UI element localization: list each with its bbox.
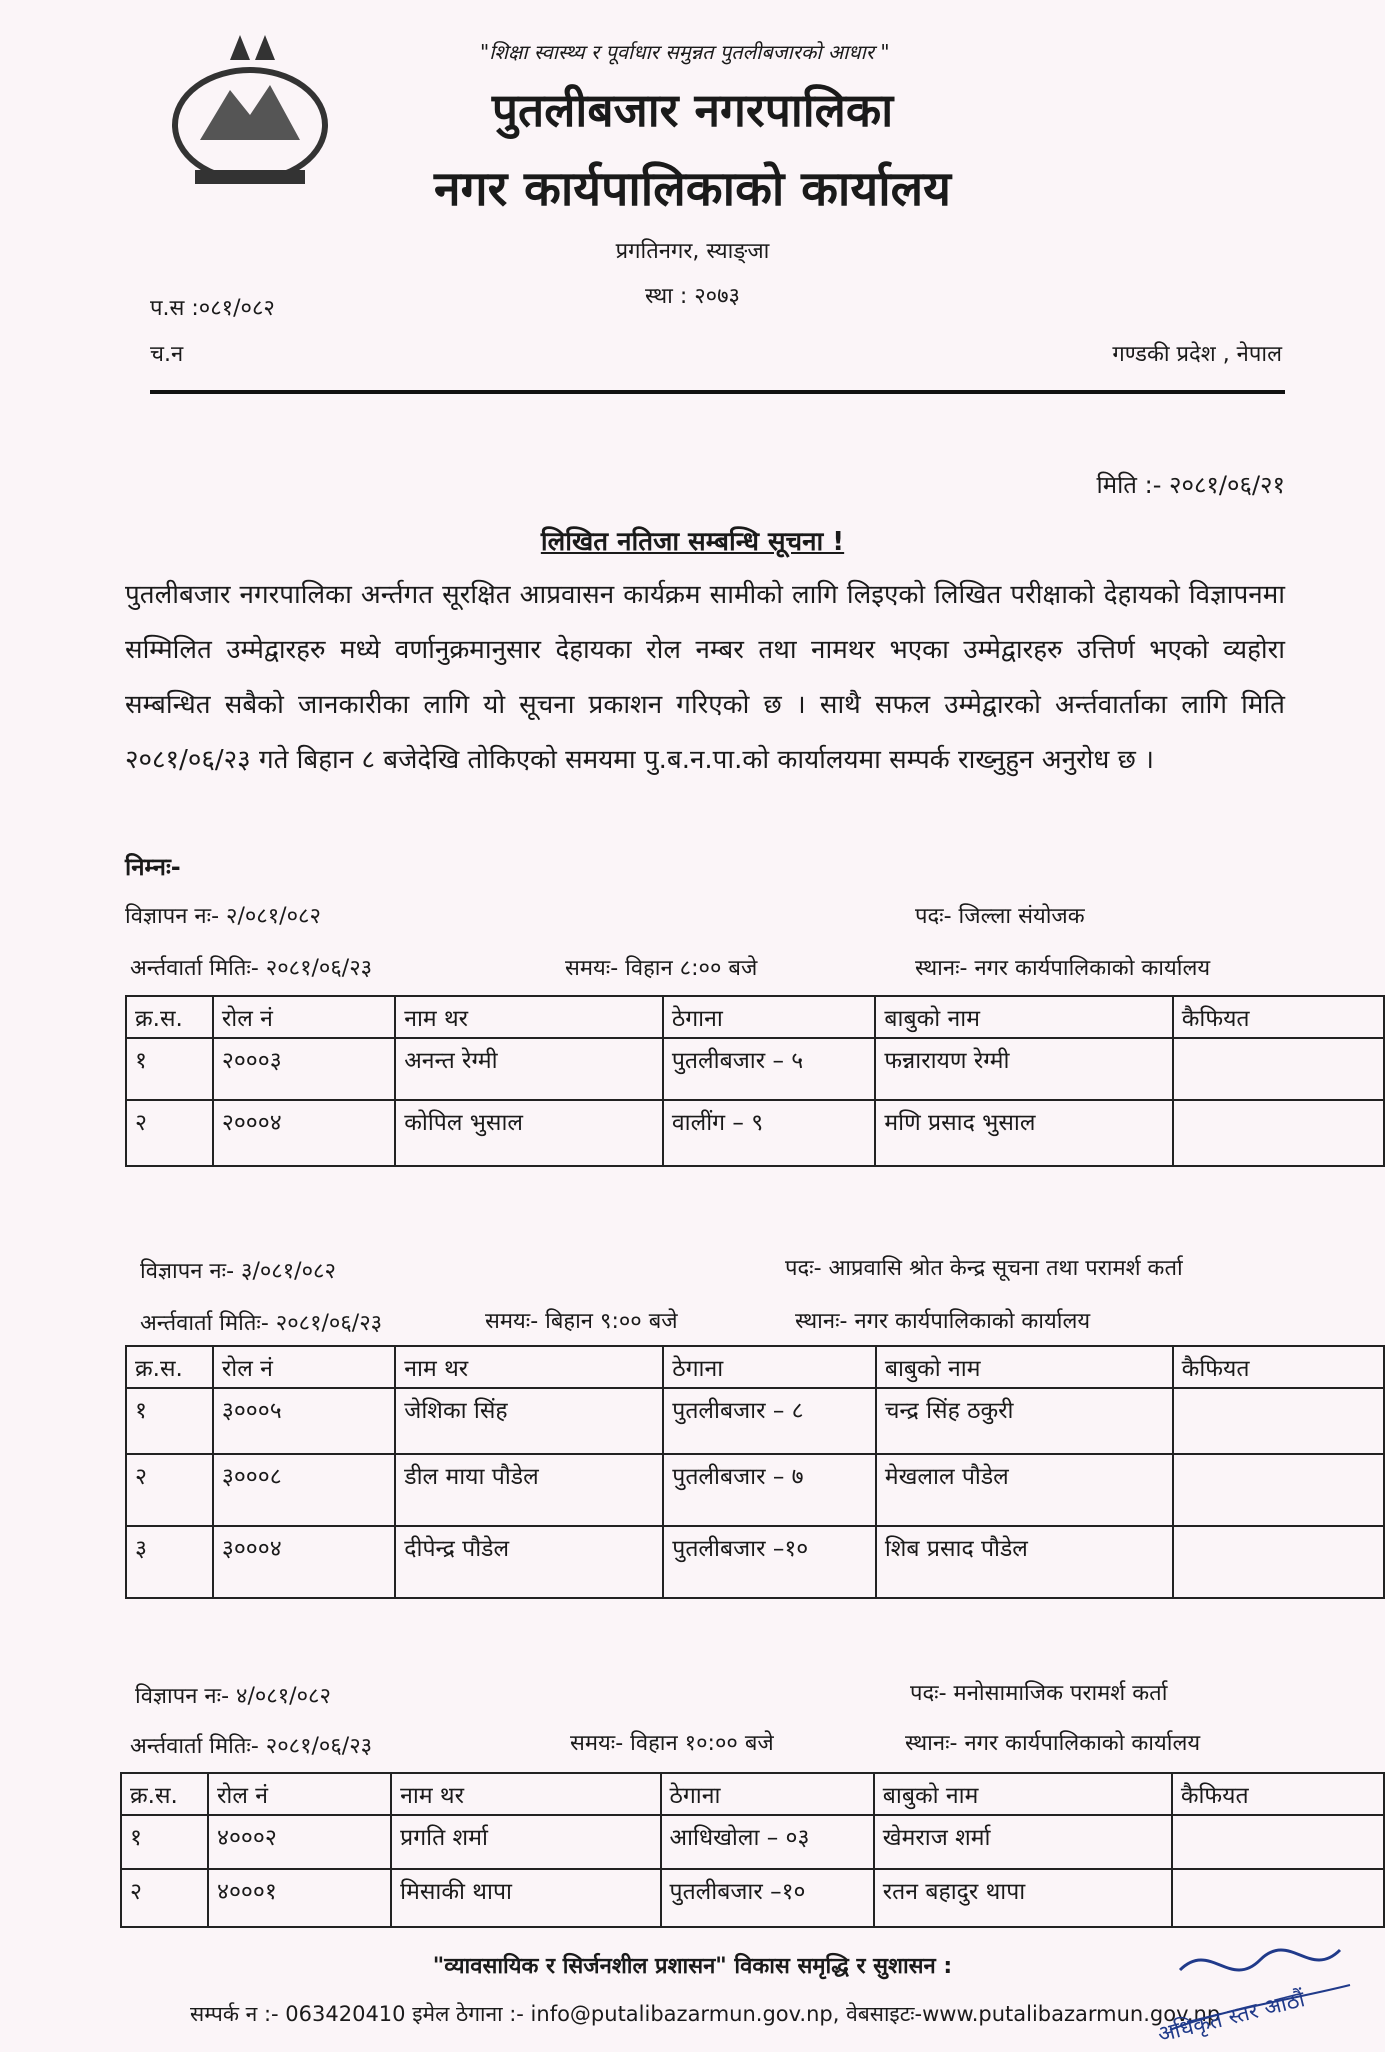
interview-date: अर्न्तवार्ता मितिः- २०८१/०६/२३: [130, 1734, 373, 1759]
interview-date: अर्न्तवार्ता मितिः- २०८१/०६/२३: [130, 956, 373, 981]
interview-venue: स्थानः- नगर कार्यपालिकाको कार्यालय: [795, 1309, 1091, 1334]
col-header: नाम थर: [391, 1773, 660, 1815]
table-cell: [1173, 1454, 1384, 1526]
table-header-row: [121, 1773, 1384, 1815]
table-cell: पुतलीबजार – ५: [663, 1038, 876, 1100]
col-header: कैफियत: [1172, 1773, 1384, 1815]
table-cell: १: [126, 1388, 213, 1454]
following-label: निम्नः-: [125, 853, 181, 881]
ad-number: विज्ञापन नः- २/०८१/०८२: [125, 904, 321, 929]
table-cell: पुतलीबजार – ८: [663, 1388, 876, 1454]
signature-text: अधिकृत स्तर आठौं: [1155, 1987, 1308, 2048]
table-cell: रतन बहादुर थापा: [874, 1869, 1172, 1927]
table-cell: ४०००२: [208, 1815, 391, 1869]
interview-time: समयः- विहान ८:०० बजे: [565, 956, 758, 981]
table-cell: [1173, 1388, 1384, 1454]
post-name: पदः- मनोसामाजिक परामर्श कर्ता: [910, 1681, 1168, 1706]
table-cell: २०००४: [213, 1100, 395, 1166]
col-header: ठेगाना: [663, 1346, 876, 1388]
header-divider: [150, 390, 1285, 394]
table-row: [126, 1526, 1384, 1598]
table-cell: डील माया पौडेल: [395, 1454, 663, 1526]
interview-time: समयः- विहान १०:०० बजे: [570, 1731, 774, 1756]
office-address: प्रगतिनगर, स्याङ्जा: [615, 239, 770, 264]
dispatch-number: च.न: [150, 342, 184, 367]
table-cell: पुतलीबजार –१०: [663, 1526, 876, 1598]
slogan: "शिक्षा स्वास्थ्य र पूर्वाधार समुन्नत पुतलीबजारको आधार ": [480, 40, 890, 64]
table-cell: १: [126, 1038, 213, 1100]
interview-venue: स्थानः- नगर कार्यपालिकाको कार्यालय: [915, 956, 1211, 981]
col-header: रोल नं: [208, 1773, 391, 1815]
col-header: बाबुको नाम: [875, 996, 1172, 1038]
table-cell: दीपेन्द्र पौडेल: [395, 1526, 663, 1598]
table-cell: [1172, 1869, 1384, 1927]
post-name: पदः- जिल्ला संयोजक: [915, 904, 1085, 929]
col-header: बाबुको नाम: [874, 1773, 1172, 1815]
col-header: कैफियत: [1173, 1346, 1384, 1388]
reference-number: प.स :०८१/०८२: [150, 296, 275, 321]
table-cell: [1173, 1100, 1384, 1166]
notice-heading: लिखित नतिजा सम्बन्धि सूचना !: [540, 527, 845, 557]
table-header-row: [126, 996, 1384, 1038]
col-header: रोल नं: [213, 996, 395, 1038]
col-header: ठेगाना: [663, 996, 876, 1038]
signature-stamp: [1150, 1930, 1360, 2048]
established-year: स्था : २०७३: [644, 284, 741, 309]
col-header: नाम थर: [395, 996, 663, 1038]
table-cell: खेमराज शर्मा: [874, 1815, 1172, 1869]
ad-number: विज्ञापन नः- ४/०८१/०८२: [135, 1684, 331, 1709]
table-row: [126, 1388, 1384, 1454]
table-cell: मिसाकी थापा: [391, 1869, 660, 1927]
table-cell: ३०००५: [213, 1388, 395, 1454]
interview-date: अर्न्तवार्ता मितिः- २०८१/०६/२३: [140, 1311, 383, 1336]
office-subtitle: नगर कार्यपालिकाको कार्यालय: [433, 161, 952, 217]
col-header: क्र.स.: [121, 1773, 208, 1815]
col-header: नाम थर: [395, 1346, 663, 1388]
table-cell: पुतलीबजार – ७: [663, 1454, 876, 1526]
table-cell: १: [121, 1815, 208, 1869]
table-cell: २: [126, 1100, 213, 1166]
notice-date: मिति :- २०८१/०६/२१: [1096, 471, 1285, 499]
post-name: पदः- आप्रवासि श्रोत केन्द्र सूचना तथा परामर्श कर्ता: [785, 1256, 1183, 1281]
table-cell: जेशिका सिंह: [395, 1388, 663, 1454]
table-cell: २: [121, 1869, 208, 1927]
footer-contact: सम्पर्क न :- 063420410 इमेल ठेगाना :- info@putalibazarmun.gov.np, वेबसाइटः-www.putalibazarmun.gov.np: [190, 2002, 1221, 2026]
table-row: [121, 1815, 1384, 1869]
table-row: [126, 1038, 1384, 1100]
col-header: कैफियत: [1173, 996, 1384, 1038]
interview-time: समयः- बिहान ९:०० बजे: [485, 1309, 678, 1334]
table-cell: [1172, 1815, 1384, 1869]
interview-venue: स्थानः- नगर कार्यपालिकाको कार्यालय: [905, 1731, 1201, 1756]
col-header: क्र.स.: [126, 1346, 213, 1388]
table-cell: ३०००४: [213, 1526, 395, 1598]
table-row: [126, 1454, 1384, 1526]
table-row: [126, 1100, 1384, 1166]
col-header: बाबुको नाम: [876, 1346, 1173, 1388]
table-cell: प्रगति शर्मा: [391, 1815, 660, 1869]
table-cell: २०००३: [213, 1038, 395, 1100]
table-header-row: [126, 1346, 1384, 1388]
ad-number: विज्ञापन नः- ३/०८१/०८२: [140, 1259, 336, 1284]
province: गण्डकी प्रदेश , नेपाल: [1112, 342, 1282, 367]
table-cell: पुतलीबजार –१०: [661, 1869, 874, 1927]
table-cell: २: [126, 1454, 213, 1526]
col-header: ठेगाना: [661, 1773, 874, 1815]
office-name: पुतलीबजार नगरपालिका: [491, 83, 894, 137]
results-table: [120, 1772, 1385, 1928]
table-cell: कोपिल भुसाल: [395, 1100, 663, 1166]
col-header: क्र.स.: [126, 996, 213, 1038]
table-row: [121, 1869, 1384, 1927]
table-cell: ४०००१: [208, 1869, 391, 1927]
table-cell: ३: [126, 1526, 213, 1598]
table-cell: ३०००८: [213, 1454, 395, 1526]
table-cell: मणि प्रसाद भुसाल: [875, 1100, 1172, 1166]
table-cell: अनन्त रेग्मी: [395, 1038, 663, 1100]
table-cell: शिब प्रसाद पौडेल: [876, 1526, 1173, 1598]
results-table: [125, 995, 1385, 1167]
results-table: [125, 1345, 1385, 1599]
table-cell: मेखलाल पौडेल: [876, 1454, 1173, 1526]
notice-body: पुतलीबजार नगरपालिका अर्न्तगत सूरक्षित आप्रवासन कार्यक्रम सामीको लागि लिइएको लिखित परीक्षाको देहायको विज्ञापनमा सम्मिलित उम्मेद्वारहरु मध्ये वर्णानुक्रमानुसार देहायका रोल नम्बर तथा नामथर भएका उम्मेद्वारहरु उत्तिर्ण भएको व्यहोरा सम्बन्धित सबैको जानकारीका लागि यो सूचना प्रकाशन गरिएको छ । साथै सफल उम्मेद्वारको अर्न्तवार्ताका लागि मिति २०८१/०६/२३ गते बिहान ८ बजेदेखि तोकिएको समयमा पु.ब.न.पा.को कार्यालयमा सम्पर्क राख्नुहुन अनुरोध छ ।: [125, 580, 1285, 775]
col-header: रोल नं: [213, 1346, 395, 1388]
table-cell: फन्नारायण रेग्मी: [875, 1038, 1172, 1100]
table-cell: चन्द्र सिंह ठकुरी: [876, 1388, 1173, 1454]
table-cell: [1173, 1526, 1384, 1598]
table-cell: [1173, 1038, 1384, 1100]
table-cell: आधिखोला – ०३: [661, 1815, 874, 1869]
footer-motto: "व्यावसायिक र सिर्जनशील प्रशासन" विकास समृद्धि र सुशासन :: [432, 1954, 953, 1979]
table-cell: वालींग – ९: [663, 1100, 876, 1166]
